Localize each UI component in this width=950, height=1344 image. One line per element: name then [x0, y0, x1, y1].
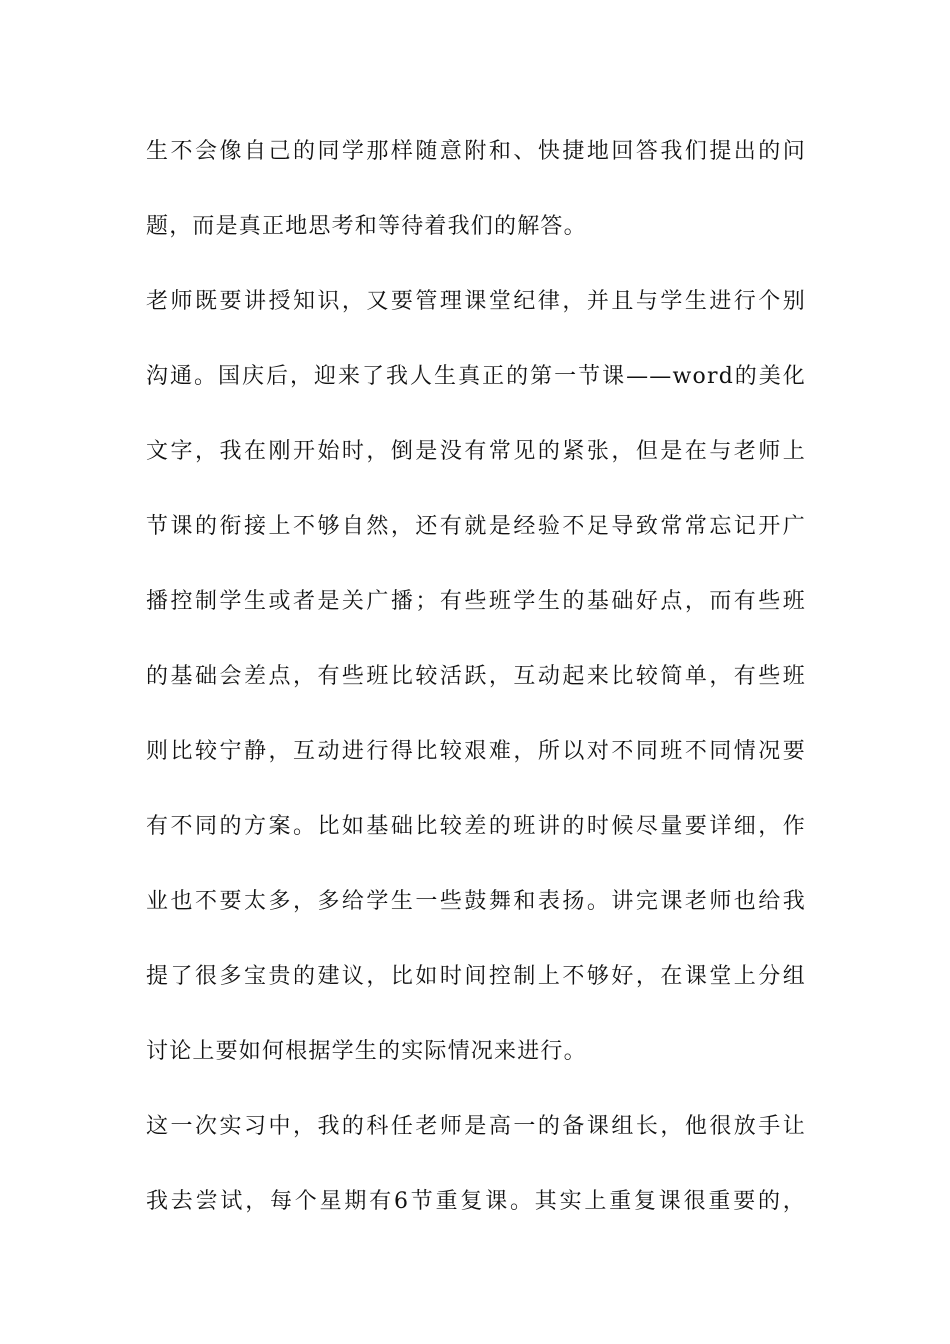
text-line: 提了很多宝贵的建议，比如时间控制上不够好，在课堂上分组: [146, 964, 806, 989]
text-line: 有不同的方案。比如基础比较差的班讲的时候尽量要详细，作: [146, 814, 806, 839]
text-line: 则比较宁静，互动进行得比较艰难，所以对不同班不同情况要: [146, 739, 806, 764]
text-line: 业也不要太多，多给学生一些鼓舞和表扬。讲完课老师也给我: [146, 889, 806, 914]
text-line: 节课的衔接上不够自然，还有就是经验不足导致常常忘记开广: [146, 514, 806, 539]
text-line: 这一次实习中，我的科任老师是高一的备课组长，他很放手让: [146, 1114, 806, 1139]
text-line: 讨论上要如何根据学生的实际情况来进行。: [146, 1039, 587, 1064]
text-line: 生不会像自己的同学那样随意附和、快捷地回答我们提出的问: [146, 139, 806, 164]
text-line: 播控制学生或者是关广播；有些班学生的基础好点，而有些班: [146, 589, 806, 614]
text-line: 老师既要讲授知识，又要管理课堂纪律，并且与学生进行个别: [146, 289, 806, 314]
text-line: 文字，我在刚开始时，倒是没有常见的紧张，但是在与老师上: [146, 439, 806, 464]
text-line: 题，而是真正地思考和等待着我们的解答。: [146, 214, 587, 239]
text-line: 的基础会差点，有些班比较活跃，互动起来比较简单，有些班: [146, 664, 806, 689]
text-line: 我去尝试，每个星期有6节重复课。其实上重复课很重要的，: [146, 1189, 806, 1214]
text-line: 沟通。国庆后，迎来了我人生真正的第一节课——word的美化: [146, 364, 806, 389]
